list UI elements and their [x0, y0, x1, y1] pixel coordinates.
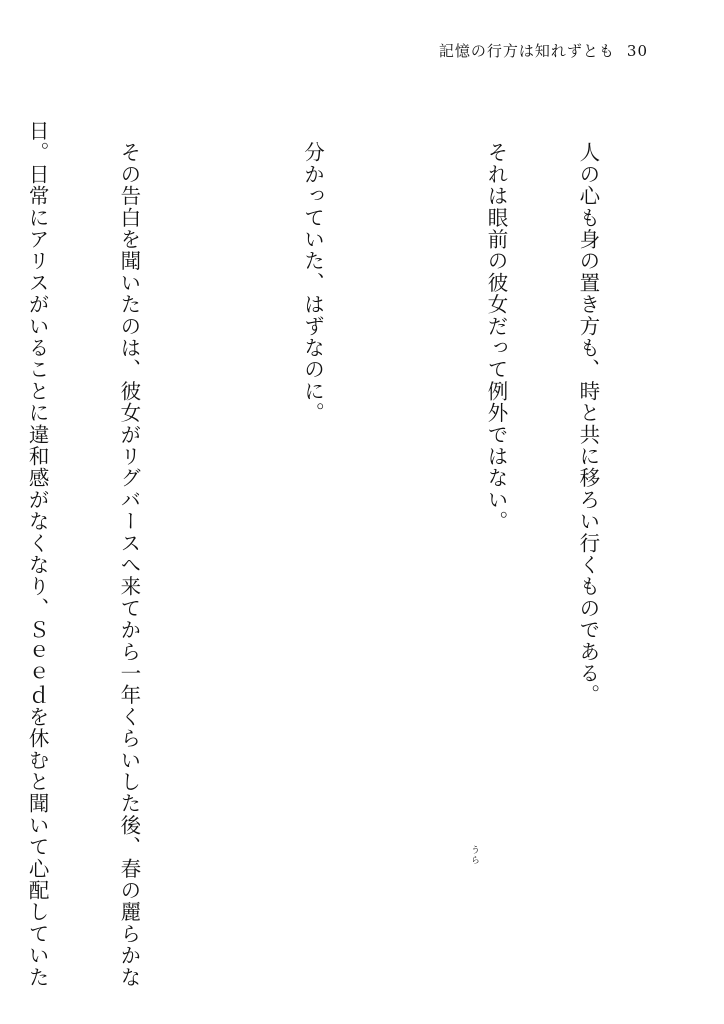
- text-column: 人の心も身の置き方も、時と共に移ろい行くものである。: [575, 120, 600, 706]
- blank-column: [389, 120, 420, 980]
- body-text: [0, 120, 664, 988]
- text-column: 日。日常にアリスがいることに違和感がなくなり、Ｓｅｅｄを休むと聞いて心配していた: [25, 120, 50, 988]
- book-title: 記憶の行方は知れずとも: [438, 42, 615, 60]
- blank-column: [205, 120, 236, 980]
- ruby-reading: うら: [469, 845, 479, 865]
- text-column: その告白を聞いたのは、彼女がリグバースへ来てから一年くらいした後、春の麗らかな: [116, 120, 141, 988]
- text-column: 分かっていた、はずなのに。: [300, 120, 325, 424]
- running-header: [439, 40, 648, 61]
- text-column: それは眼前の彼女だって例外ではない。: [484, 120, 509, 533]
- page-number: 30: [626, 42, 648, 60]
